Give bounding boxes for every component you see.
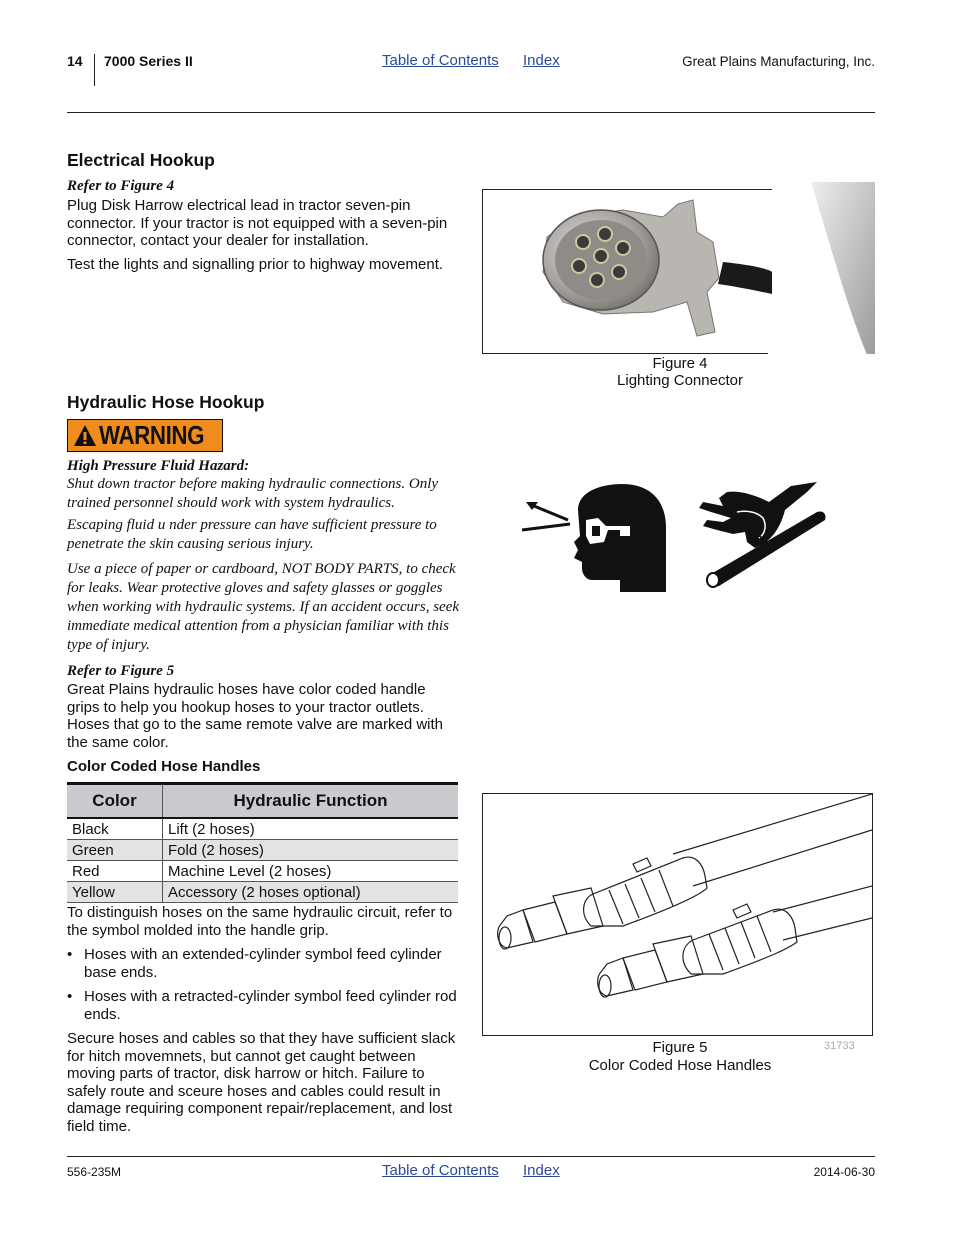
header-divider [94,54,95,86]
company-name: Great Plains Manufacturing, Inc. [682,54,875,69]
footer-date: 2014-06-30 [813,1165,875,1179]
footer-rule [67,1156,875,1157]
lighting-connector-image [483,182,875,354]
hydraulic-heading: Hydraulic Hose Hookup [67,392,265,412]
figure4-caption: Lighting Connector [617,372,743,389]
eye-protection-icon [520,480,670,598]
index-link-bottom[interactable]: Index [523,1162,560,1179]
table-cell-color: Green [67,840,163,861]
table-cell-function: Accessory (2 hoses optional) [163,882,459,903]
warning-triangle-icon [73,424,97,447]
electrical-refer: Refer to Figure 4 [67,178,175,194]
bullet-item: Hoses with a retracted-cylinder symbol feed cylinder rod ends. [84,988,457,1023]
toc-link-bottom[interactable]: Table of Contents [382,1162,499,1179]
table-header-color: Color [67,784,163,819]
table-title: Color Coded Hose Handles [67,758,261,775]
bullet-marker: • [67,946,73,963]
table-cell-function: Fold (2 hoses) [163,840,459,861]
hand-injection-icon [697,482,829,590]
header-rule [67,112,875,113]
table-cell-color: Yellow [67,882,163,903]
table-row [67,840,458,861]
bullet-marker: • [67,988,73,1005]
index-link-top[interactable]: Index [523,52,560,69]
electrical-heading: Electrical Hookup [67,150,215,170]
hazard-title: High Pressure Fluid Hazard: [67,458,250,474]
table-cell-function: Lift (2 hoses) [163,818,459,840]
figure5-frame [482,793,873,1036]
doc-number: 556-235M [67,1165,122,1179]
table-row [67,818,458,840]
hose-color-table [67,782,458,903]
table-row [67,882,458,903]
table-row [67,861,458,882]
series-title: 7000 Series II [104,53,193,69]
table-cell-color: Black [67,818,163,840]
figure4-label: Figure 4 [652,355,708,372]
bullet-item: Hoses with an extended-cylinder symbol feed cylinder base ends. [84,946,442,981]
warning-banner [67,419,223,452]
warning-label: WARNING [99,420,205,450]
electrical-para1: Plug Disk Harrow electrical lead in tractor seven-pin connector. If your tractor is not equipped with a seven-pin connector, contact your dealer for installation. [67,197,448,249]
hydraulic-para2: To distinguish hoses on the same hydraulic circuit, refer to the symbol molded into the handle grip. [67,904,453,939]
figure5-ref-number: 31733 [824,1040,855,1052]
table-cell-function: Machine Level (2 hoses) [163,861,459,882]
table-header-function: Hydraulic Function [163,784,459,819]
electrical-para2: Test the lights and signalling prior to highway movement. [67,256,444,273]
table-cell-color: Red [67,861,163,882]
hazard-para2: Escaping fluid u nder pressure can have sufficient pressure to penetrate the skin causing serious injury. [67,517,437,552]
hydraulic-para1: Great Plains hydraulic hoses have color coded handle grips to help you hookup hoses to your tractor outlets. Hoses that go to the same remote valve are marked with the same color. [67,681,444,751]
toc-link-top[interactable]: Table of Contents [382,52,499,69]
hydraulic-refer: Refer to Figure 5 [67,663,175,679]
figure5-caption: Color Coded Hose Handles [588,1057,772,1074]
hazard-para3: Use a piece of paper or cardboard, NOT BODY PARTS, to check for leaks. Wear protective gloves and safety glasses or goggles when working with hydraulic systems. If an accident occurs, seek immediate medical attention from a physician familiar with this type of injury. [67,561,460,653]
hydraulic-para3: Secure hoses and cables so that they have sufficient slack for hitch movemnets, but cannot get caught between moving parts of tractor, disk harrow or hitch. Failure to safely route and sceure hoses and cables could result in damage requiring component repair/replacement, and lost field time. [67,1030,456,1135]
page-number: 14 [67,53,83,69]
figure5-label: Figure 5 [652,1039,708,1056]
hazard-para1: Shut down tractor before making hydraulic connections. Only trained personnel should work with system hydraulics. [67,476,439,511]
table-header-row [67,784,458,819]
hose-handles-image [483,794,872,1035]
